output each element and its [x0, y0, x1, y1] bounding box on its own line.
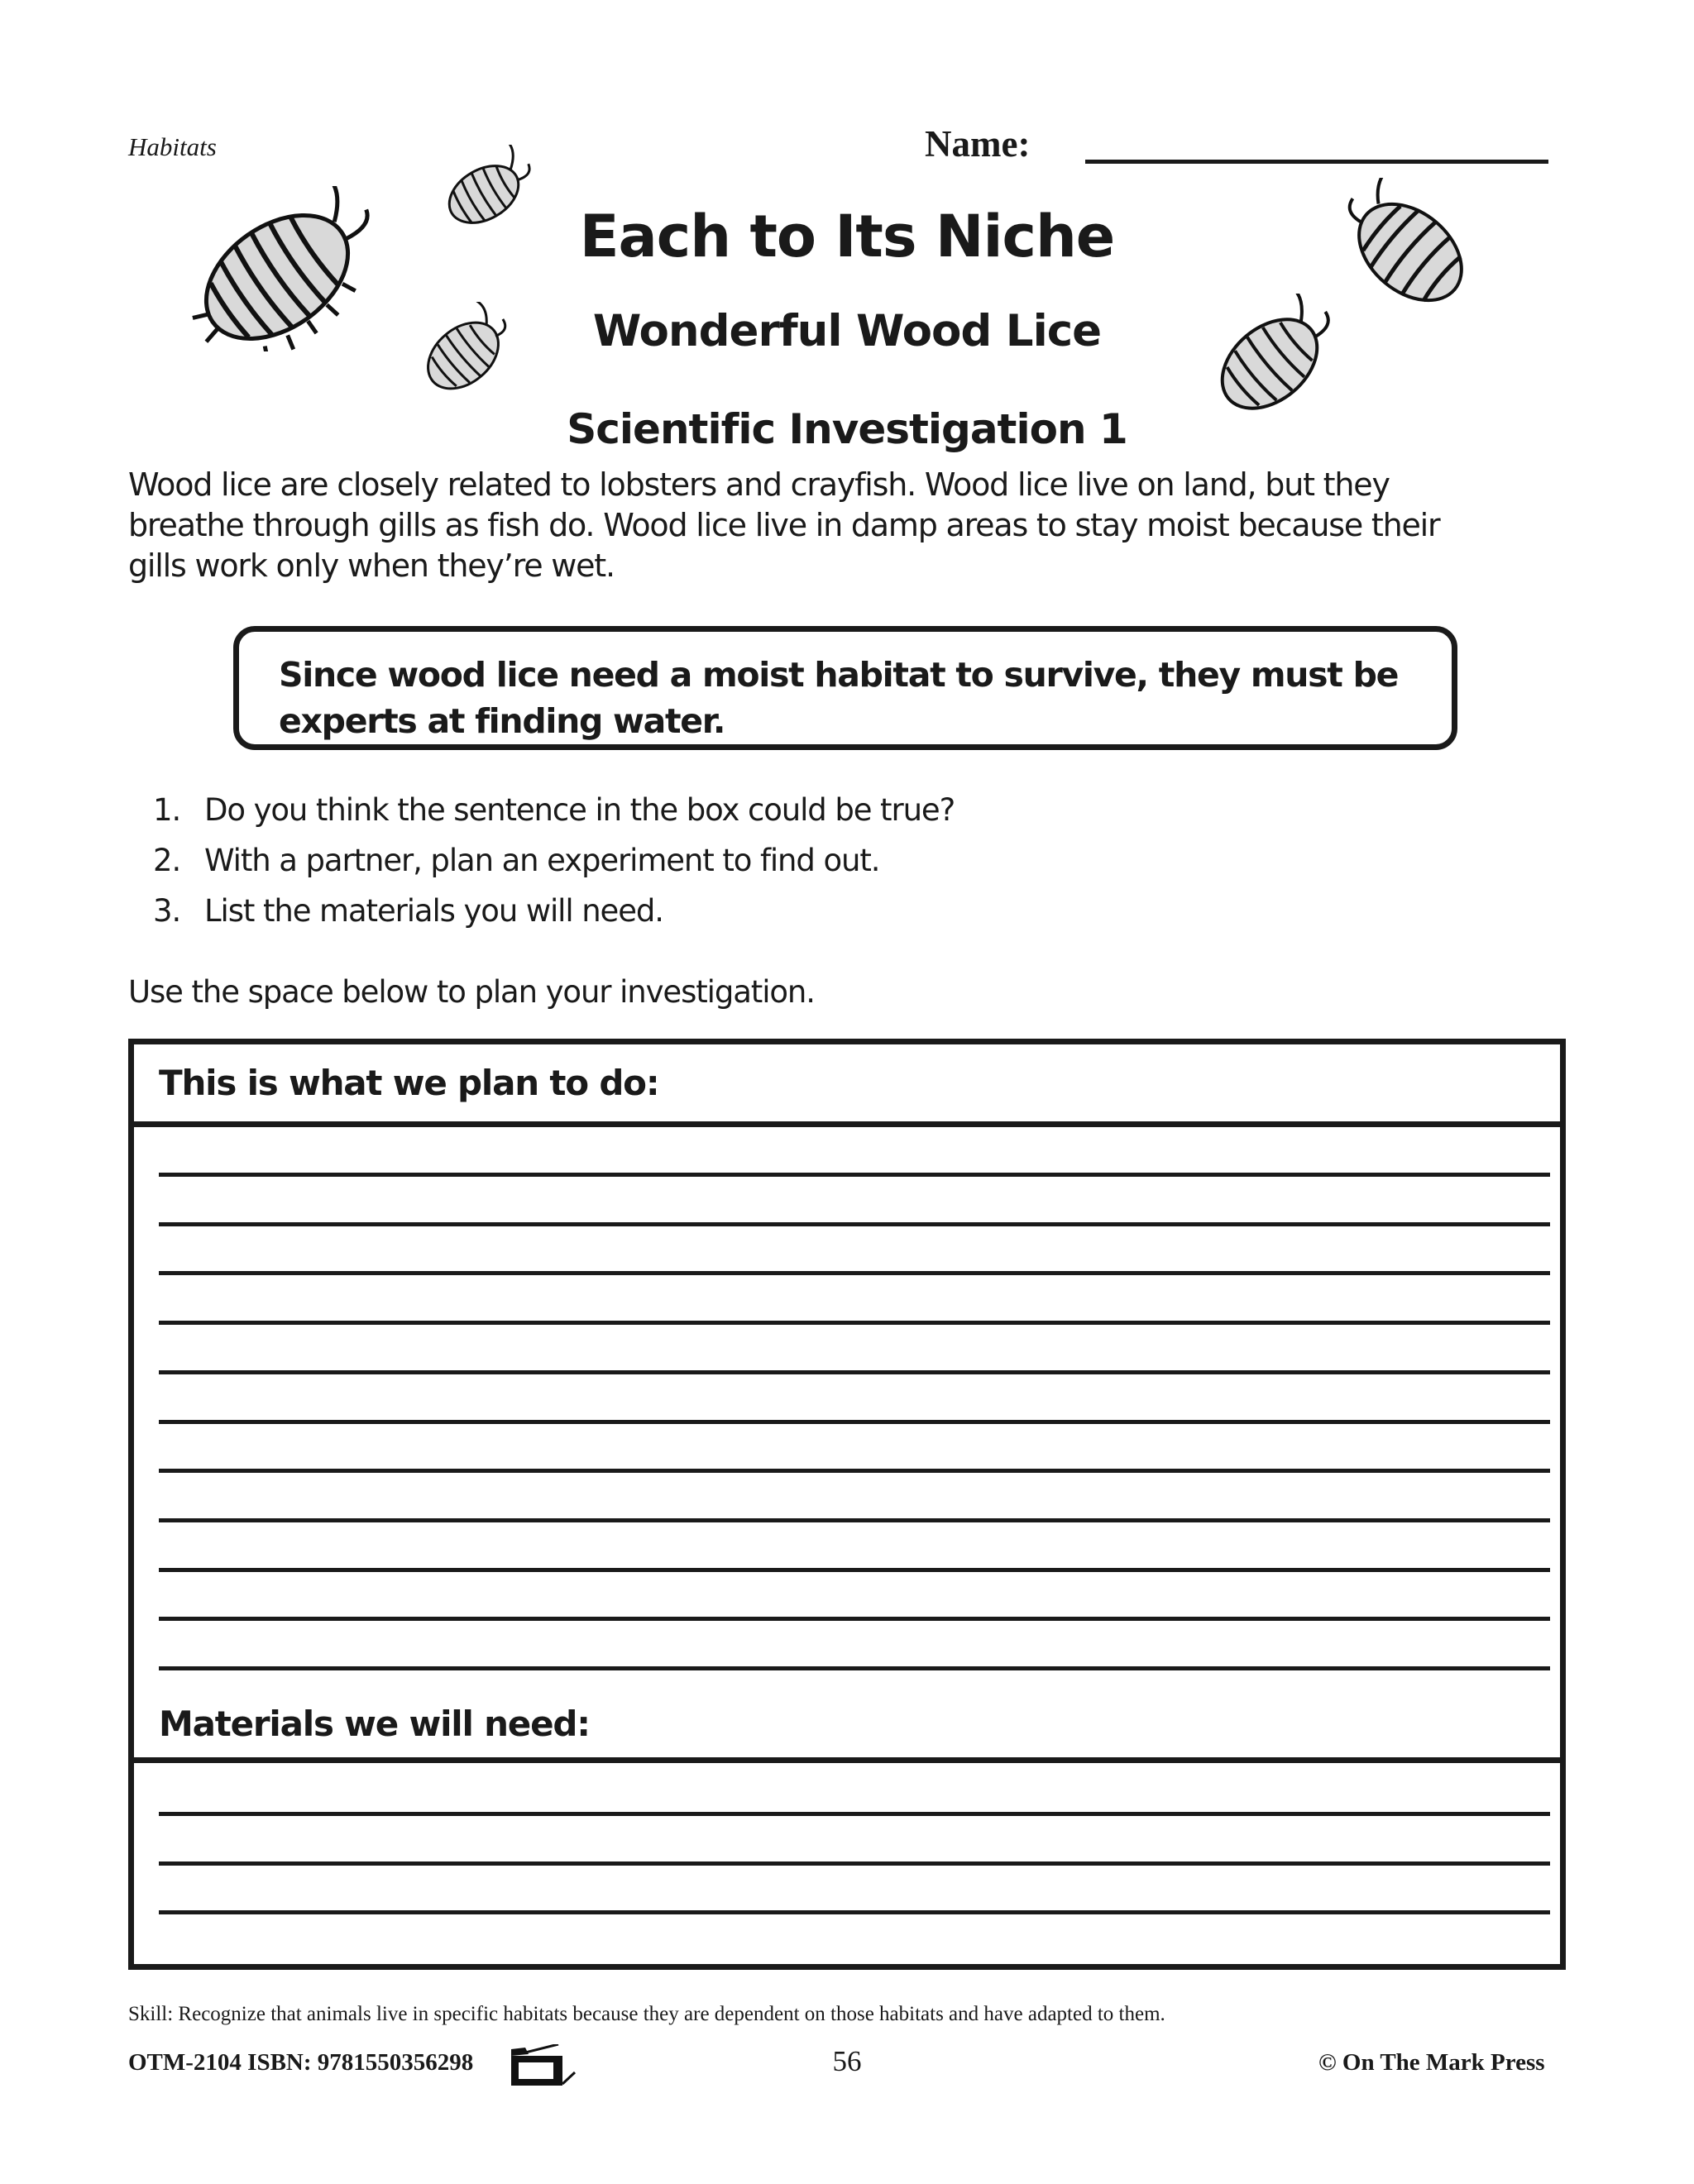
step-number: 1.: [153, 792, 181, 828]
step-number: 3.: [153, 893, 181, 929]
step-number: 2.: [153, 843, 181, 878]
plan-writing-line[interactable]: [159, 1469, 1550, 1473]
investigation-heading: Scientific Investigation 1: [567, 405, 1127, 453]
plan-instruction: Use the space below to plan your investigation.: [128, 974, 815, 1010]
plan-writing-line[interactable]: [159, 1321, 1550, 1325]
materials-divider: [134, 1757, 1560, 1763]
intro-line: Wood lice are closely related to lobsters and crayfish. Wood lice live on land, but they: [128, 466, 1390, 503]
hypothesis-line: experts at finding water.: [279, 701, 725, 741]
plan-writing-line[interactable]: [159, 1173, 1550, 1177]
hypothesis-box: [233, 626, 1457, 750]
materials-writing-line[interactable]: [159, 1861, 1550, 1866]
copyright: © On The Mark Press: [1318, 2049, 1545, 2076]
plan-divider: [134, 1121, 1560, 1127]
plan-writing-line[interactable]: [159, 1617, 1550, 1621]
product-code: OTM-2104 ISBN: 9781550356298: [128, 2049, 474, 2076]
plan-writing-line[interactable]: [159, 1666, 1550, 1670]
page-subtitle: Wonderful Wood Lice: [592, 306, 1102, 356]
intro-line: gills work only when they’re wet.: [128, 547, 615, 584]
plan-heading: This is what we plan to do:: [159, 1063, 659, 1103]
step-item: [153, 790, 955, 840]
step-text: With a partner, plan an experiment to find out.: [204, 843, 880, 878]
section-label: Habitats: [128, 132, 217, 161]
page-number: 56: [832, 2045, 862, 2077]
plan-writing-line[interactable]: [159, 1420, 1550, 1424]
plan-writing-line[interactable]: [159, 1518, 1550, 1522]
step-item: [153, 840, 955, 891]
skill-statement: Skill: Recognize that animals live in specific habitats because they are dependent on those habitats and have adapted to them.: [128, 2003, 1165, 2025]
step-text: Do you think the sentence in the box could be true?: [204, 792, 955, 828]
hypothesis-text: [279, 652, 1453, 744]
plan-writing-line[interactable]: [159, 1568, 1550, 1572]
intro-paragraph: [128, 465, 1576, 586]
step-text: List the materials you will need.: [204, 893, 663, 929]
plan-box: [128, 1039, 1566, 1970]
intro-line: breathe through gills as fish do. Wood lice live in damp areas to stay moist because their: [128, 507, 1440, 543]
plan-writing-line[interactable]: [159, 1271, 1550, 1275]
plan-writing-line[interactable]: [159, 1222, 1550, 1226]
materials-heading: Materials we will need:: [159, 1704, 590, 1744]
plan-writing-line[interactable]: [159, 1370, 1550, 1374]
steps-list: [153, 790, 955, 941]
step-item: [153, 891, 955, 941]
name-field[interactable]: [1085, 160, 1548, 164]
header-section: [128, 132, 217, 162]
page-title: Each to Its Niche: [579, 203, 1115, 270]
materials-writing-line[interactable]: [159, 1812, 1550, 1816]
hypothesis-line: Since wood lice need a moist habitat to survive, they must be: [279, 655, 1399, 695]
name-label: Name:: [925, 123, 1031, 165]
materials-writing-line[interactable]: [159, 1910, 1550, 1914]
